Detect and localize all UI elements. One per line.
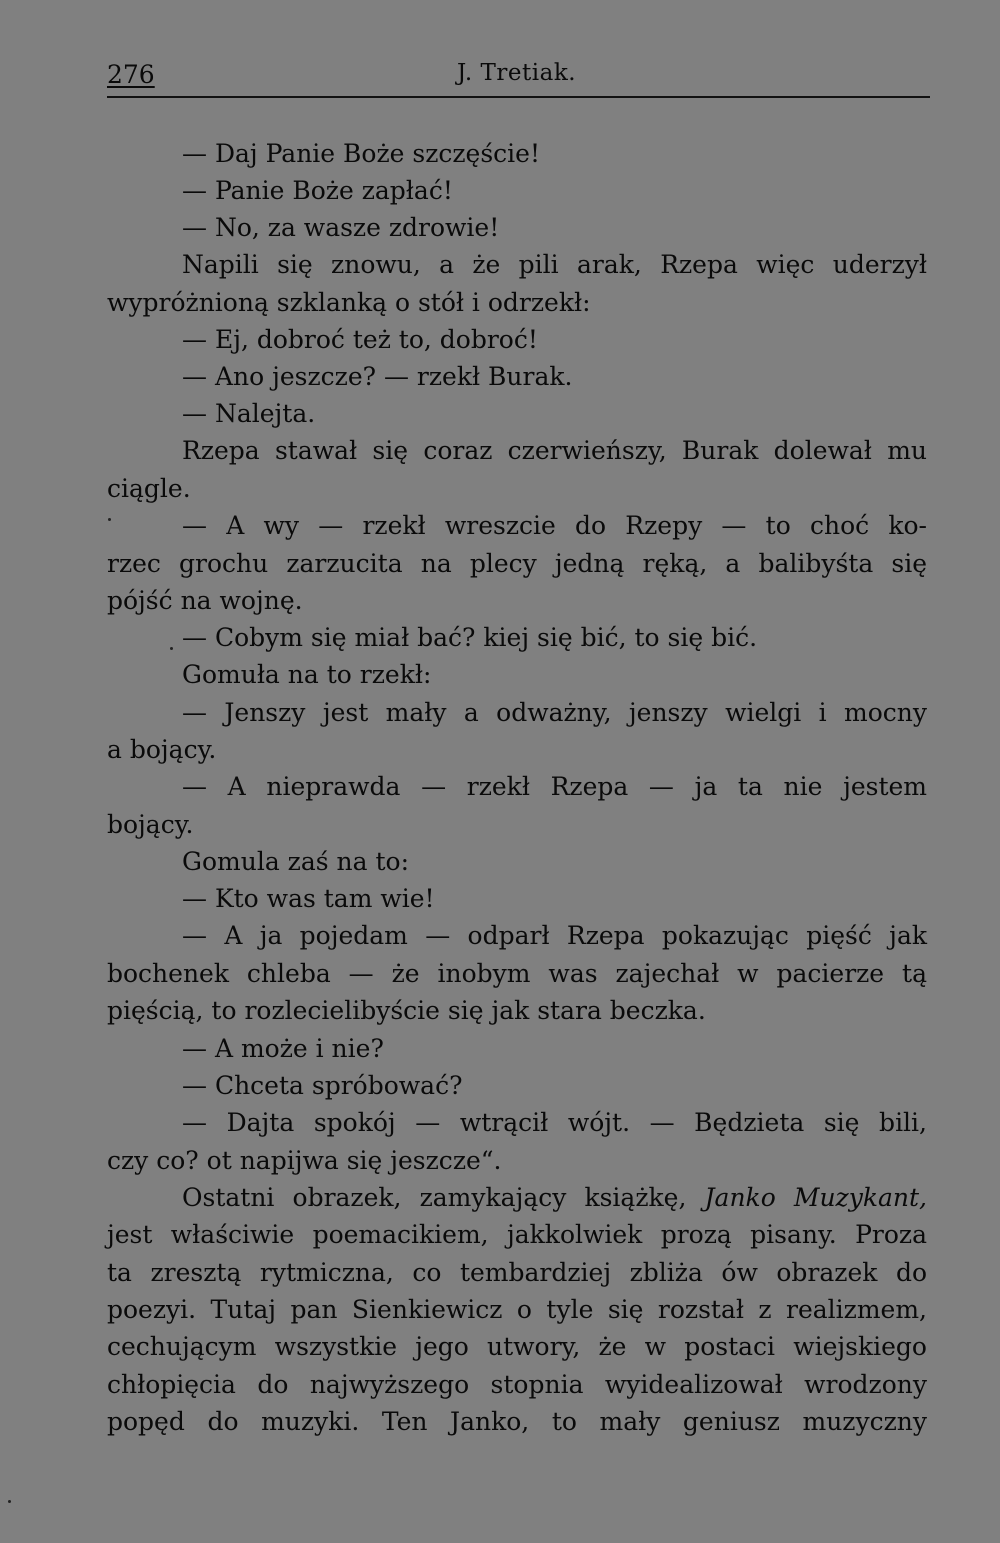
- text-line: pójść na wojnę.: [107, 586, 303, 615]
- text-line: — No, za wasze zdrowie!: [182, 213, 500, 242]
- text-line: chłopięcia do najwyższego stopnia wyidealizował wrodzony: [107, 1370, 927, 1399]
- text-line: — Dajta spokój — wtrącił wójt. — Będzieta się bili,: [182, 1108, 927, 1137]
- text-line: bochenek chleba — że inobym was zajechał w pacierze tą: [107, 959, 927, 988]
- text-line: Gomula zaś na to:: [182, 847, 410, 876]
- text-line: — Ano jeszcze? — rzekł Burak.: [182, 362, 573, 391]
- text-line: — Daj Panie Boże szczęście!: [182, 139, 541, 168]
- text-line: popęd do muzyki. Ten Janko, to mały geniusz muzyczny: [107, 1407, 927, 1436]
- text-line: — Kto was tam wie!: [182, 884, 435, 913]
- page-number: 276: [107, 60, 155, 89]
- running-head: J. Tretiak.: [457, 60, 577, 86]
- text-line: — Chceta spróbować?: [182, 1071, 463, 1100]
- text-line: — Ej, dobroć też to, dobroć!: [182, 325, 538, 354]
- text-line: jest właściwie poemacikiem, jakkolwiek prozą pisany. Proza: [107, 1220, 927, 1249]
- text-line: a bojący.: [107, 735, 217, 764]
- text-line: — Cobym się miał bać? kiej się bić, to się bić.: [182, 623, 758, 652]
- text-line: bojący.: [107, 810, 194, 839]
- text-line: — Nalejta.: [182, 399, 316, 428]
- text-line: — A może i nie?: [182, 1034, 384, 1063]
- text-line: poezyi. Tutaj pan Sienkiewicz o tyle się rozstał z realizmem,: [107, 1295, 927, 1324]
- text-line: ta zresztą rytmiczna, co tembardziej zbliża ów obrazek do: [107, 1258, 927, 1287]
- text-line: ciągle.: [107, 474, 191, 503]
- text-line-with-title: [182, 1179, 927, 1217]
- book-title: Janko Muzykant,: [704, 1183, 927, 1212]
- text-line: czy co? ot napijwa się jeszcze“.: [107, 1146, 502, 1175]
- text-line: — Panie Boże zapłać!: [182, 176, 453, 205]
- scan-speck: [108, 518, 111, 521]
- text-line: rzec grochu zarzucita na plecy jedną ręką, a balibyśta się: [107, 549, 927, 578]
- text-line: Napili się znowu, a że pili arak, Rzepa więc uderzył: [182, 250, 927, 279]
- text-line: — A ja pojedam — odparł Rzepa pokazując pięść jak: [182, 921, 927, 950]
- scan-speck: [170, 647, 173, 650]
- text-line: Gomuła na to rzekł:: [182, 660, 432, 689]
- text-line: — Jenszy jest mały a odważny, jenszy wielgi i mocny: [182, 698, 927, 727]
- text-line: Rzepa stawał się coraz czerwieńszy, Burak dolewał mu: [182, 436, 927, 465]
- text-line: wypróżnioną szklanką o stół i odrzekł:: [107, 288, 591, 317]
- text-line: — A nieprawda — rzekł Rzepa — ja ta nie jestem: [182, 772, 927, 801]
- text-line: pięścią, to rozlecielibyście się jak stara beczka.: [107, 996, 706, 1025]
- text-line: cechującym wszystkie jego utwory, że w postaci wiejskiego: [107, 1332, 927, 1361]
- text-line-start: Ostatni obrazek, zamykający książkę,: [182, 1183, 687, 1212]
- scan-speck: [8, 1500, 11, 1503]
- text-line: — A wy — rzekł wreszcie do Rzepy — to choć ko-: [182, 511, 927, 540]
